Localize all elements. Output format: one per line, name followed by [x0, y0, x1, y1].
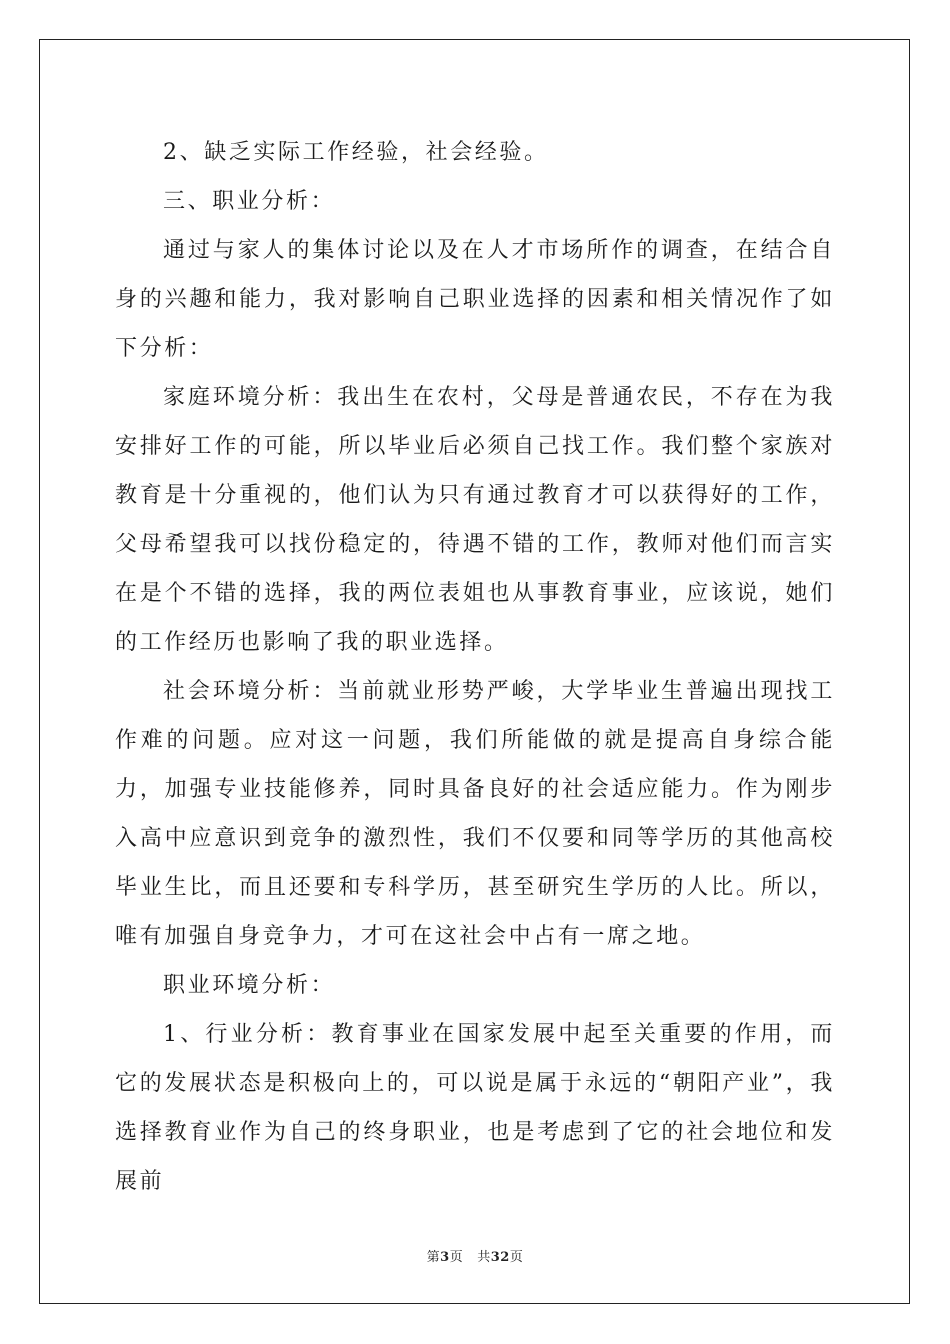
total-suffix: 页: [509, 1250, 524, 1265]
page-number: 3: [440, 1250, 450, 1265]
section-heading-career-analysis: 三、职业分析：: [163, 189, 336, 214]
paragraph-industry-analysis: 1、行业分析：教育事业在国家发展中起至关重要的作用，而它的发展状态是积极向上的，可以说是属于永远的“朝阳产业”，我选择教育业作为自己的终身职业，也是考虑到了它的社会地位和发展前: [115, 1022, 835, 1194]
total-prefix: 共: [477, 1250, 491, 1265]
paragraph-family-environment: 家庭环境分析：我出生在农村，父母是普通农民，不存在为我安排好工作的可能，所以毕业后必须自己找工作。我们整个家族对教育是十分重视的，他们认为只有通过教育才可以获得好的工作，父母希望我可以找份稳定的，待遇不错的工作，教师对他们而言实在是个不错的选择，我的两位表姐也从事教育事业，应该说，她们的工作经历也影响了我的职业选择。: [115, 385, 835, 655]
paragraph-analysis-intro: 通过与家人的集体讨论以及在人才市场所作的调查，在结合自身的兴趣和能力，我对影响自己职业选择的因素和相关情况作了如下分析：: [115, 238, 835, 361]
paragraph-experience-gap: 2、缺乏实际工作经验，社会经验。: [163, 140, 549, 165]
paragraph-career-environment-heading: 职业环境分析：: [163, 973, 336, 998]
paragraph-social-environment: 社会环境分析：当前就业形势严峻，大学毕业生普遍出现找工作难的问题。应对这一问题，我们所能做的就是提高自身综合能力，加强专业技能修养，同时具备良好的社会适应能力。作为刚步入高中应意识到竞争的激烈性，我们不仅要和同等学历的其他高校毕业生比，而且还要和专科学历，甚至研究生学历的人比。所以，唯有加强自身竞争力，才可在这社会中占有一席之地。: [115, 679, 835, 949]
page-footer: [0, 1246, 950, 1265]
page-prefix: 第: [426, 1250, 441, 1265]
page-total: 32: [490, 1250, 510, 1265]
document-body: [115, 128, 835, 1206]
page-suffix: 页: [449, 1250, 464, 1265]
